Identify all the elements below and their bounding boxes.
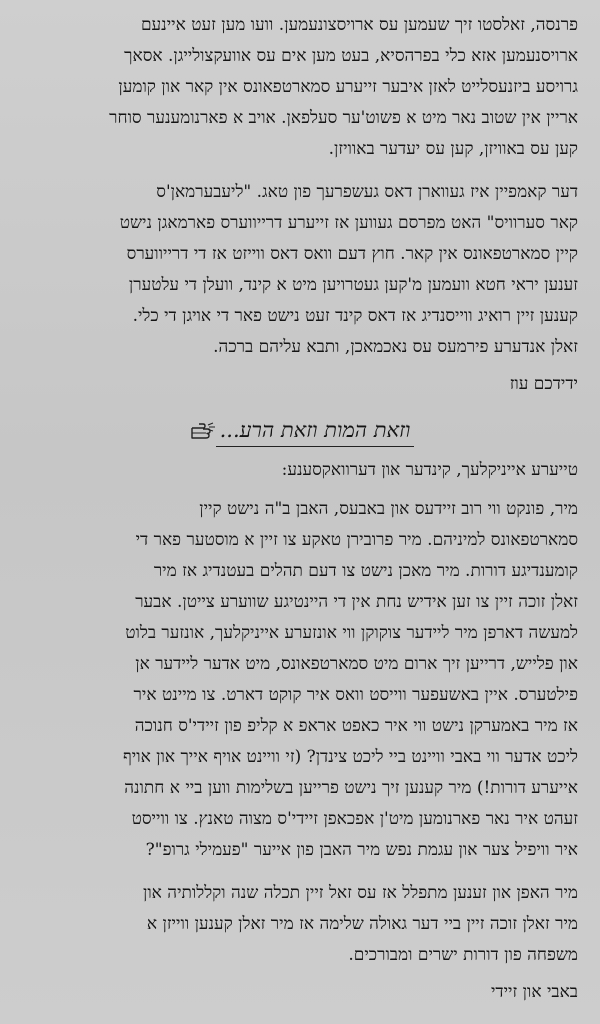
intro-line-2: ארויסנעמען אזא כלי בפרהסיא, בעט מען אים עס אוועקצולייגן. אסאך [124,46,578,66]
signature-oz: ידידכם עוז [509,374,578,394]
closing-line-1: מיר האפן און זענען מתפלל אז עס זאל זיין תכלה שנה וקללותיה און [143,883,578,903]
closing-paragraph [20,878,578,971]
section-heading [20,413,578,449]
intro-paragraph [20,10,578,165]
body-line-7: פילטערס. איין באשעפער ווייסט וואס איר קוקט דארט. צו מיינט איר [133,685,578,705]
campaign-line-5: קענען זיין רואיג ווייסנדיג אז דאס קינד זעט נישט פאר די אויגן די כלי. [132,306,578,326]
body-line-4: זאלן זוכה זיין צו זען אידיש נחת אין די היינטיגע שווערע צייטן. אבער [135,592,578,612]
campaign-line-3: קיין סמארטפאונס אין קאר. חוץ דעם וואס דאס ווייזט אז די דרייווערס [126,244,578,264]
body-line-1: מיר, פונקט ווי רוב זיידעס און באבעס, האבן ב"ה נישט קיין [199,499,578,519]
body-paragraph [20,494,578,866]
intro-line-5: קען עס באוויזן, קען עס יעדער באוויזן. [328,139,578,159]
body-line-9: ליכט אדער ווי באבי וויינט ביי ליכט צינדן? (זי וויינט אויף אייך און אויף [122,747,578,767]
campaign-paragraph [20,177,578,363]
body-line-5: למעשה דארפן מיר ליידער צוקוקן ווי אונזערע אייניקלעך, אונזער בלוט [125,623,578,643]
body-line-2: סמארטפאונס למיניהם. מיר פרובירן טאקע צו זיין א מוסטער פאר די [135,530,578,550]
campaign-line-1: דער קאמפיין איז געווארן דאס געשפרעך פון טאג. "ליעבערמאן'ס [156,182,578,202]
intro-line-3: גרויסע ביזנעסלייט לאזן איבער זייערע סמארטפאונס אין קאר און קומען [118,77,578,97]
closing-line-3: משפחה פון דורות ישרים ומבורכים. [348,945,578,965]
intro-line-4: אריין אין שטוב נאר מיט א פשוט'ער סעלפאן. אויב א פארנומענער סוחר [109,108,578,128]
body-line-6: און פלייש, דרייען זיך ארום מיט סמארטפאונס, מיט אדער ליידער אן [135,654,578,674]
body-line-10: אייערע דורות!) מיר קענען זיך נישט פרייען בשלימות ווען ביי א חתונה [124,778,578,798]
greeting-line: טייערע אייניקלעך, קינדער און דערוואקסענע: [281,460,578,480]
pointing-hand-icon [190,420,216,442]
body-line-12: איר וויפיל צער און עגמת נפש מיר האבן פון אייער "פעמילי גרופ"? [145,840,578,860]
intro-line-1: פרנסה, זאלסטו זיך שעמען עס ארויסצונעמען. וועו מען זעט איינעם [140,15,578,35]
body-line-8: אז מיר באמערקן נישט ווי איר כאפט אראפ א קליפ פון זיידי'ס חנוכה [134,716,578,736]
body-line-11: זעהט איר נאר פארנומען מיט'ן אפכאפן זיידי'ס מצוה טאנץ. צו ווייסט [131,809,578,829]
campaign-line-6: זאלן אנדערע פירמעס עס נאכמאכן, ותבא עליהם ברכה. [213,337,578,357]
body-line-3: קומענדיגע דורות. מיר מאכן נישט צו דעם תהלים בעטנדיג אז מיר [153,561,578,581]
campaign-line-4: זענען יראי חטא וועמען מ'קען געטרויען מיט א קינד, וועלן די עלטערן [128,275,578,295]
signature-grandparents: באבי און זיידי [490,982,578,1002]
campaign-line-2: קאר סערוויס" האט מפרסם געווען אז זייערע דרייווערס פארמאגן נישט [119,213,578,233]
section-title: וזאת המות וזאת הרע... [216,416,415,447]
closing-line-2: מיר זאלן זוכה זיין ביי דער גאולה שלימה אז מיר זאלן קענען ווייזן א [146,914,578,934]
